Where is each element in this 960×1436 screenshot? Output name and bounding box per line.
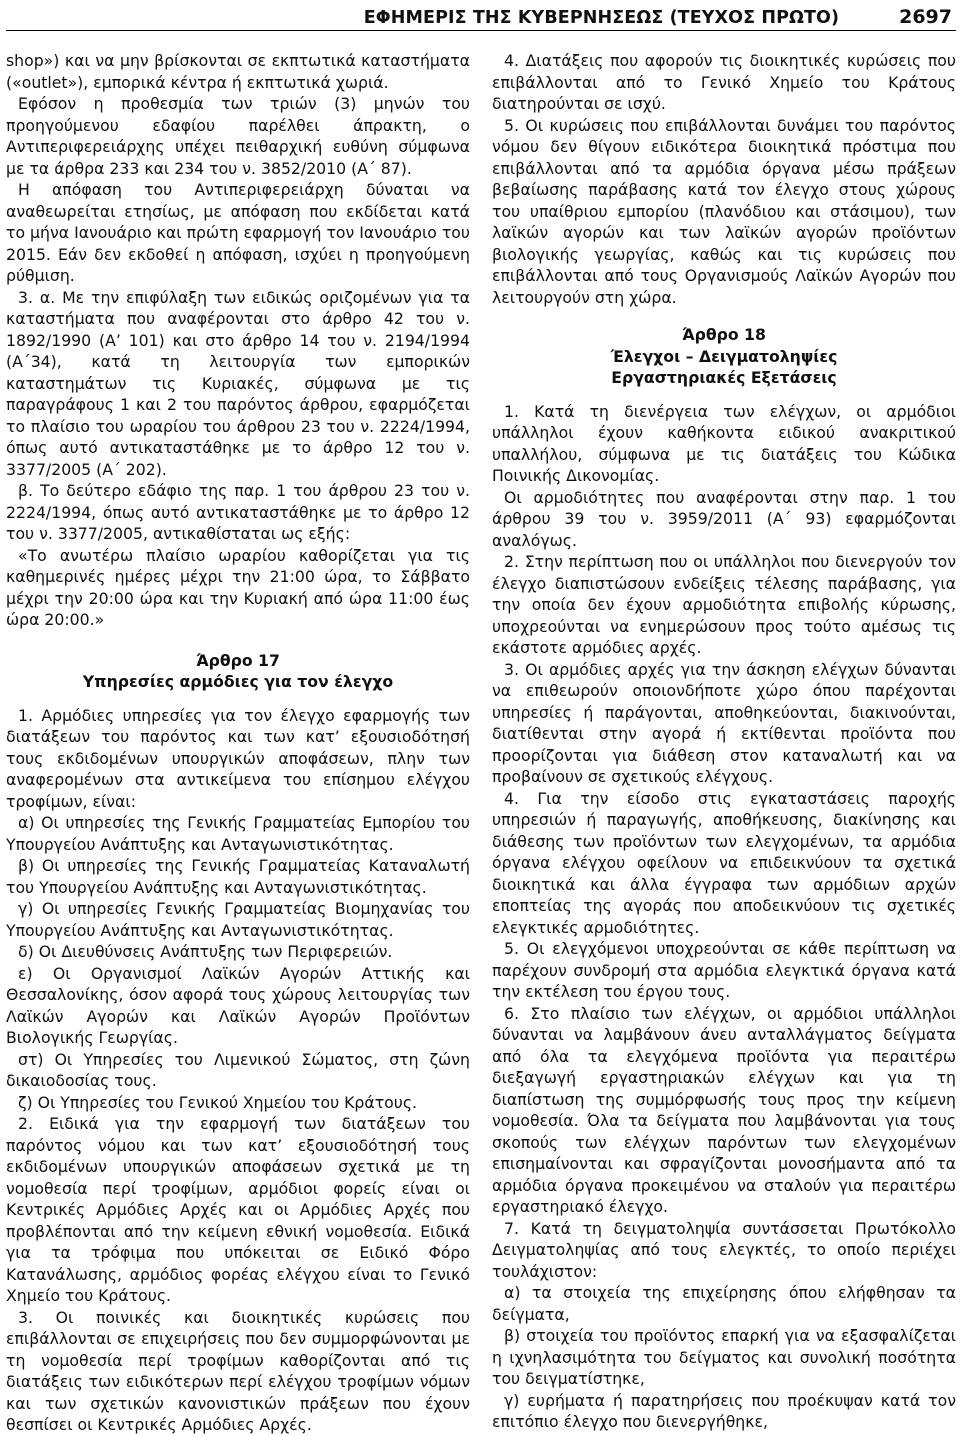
- page-number: 2697: [899, 6, 952, 28]
- paragraph: 3. Οι αρμόδιες αρχές για την άσκηση ελέγχων δύνανται να επιθεωρούν οποιονδήποτε χώρο όπου παρέχονται υπηρεσίες ή παράγονται, αποθηκεύονται, διακινούνται, διατίθενται στην αγορά ή εκτίθενται προϊόντα που προορίζονται για διάθεση στον καταναλωτή και να προβαίνουν σε σχετικούς ελέγχους.: [492, 659, 956, 786]
- paragraph: shop») και να μην βρίσκονται σε εκπτωτικά καταστήματα («outlet»), εμπορικά κέντρα ή εκπτωτικά χωριά.: [6, 51, 470, 92]
- article-17-title: Υπηρεσίες αρμόδιες για τον έλεγχο: [82, 672, 394, 691]
- list-item: στ) Οι Υπηρεσίες του Λιμενικού Σώματος, στη ζώνη δικαιοδοσίας τους.: [6, 1049, 470, 1090]
- list-item: ε) Οι Οργανισμοί Λαϊκών Αγορών Αττικής και Θεσσαλονίκης, όσον αφορά τους χώρους λειτουργίας των Λαϊκών Αγορών και Λαϊκών Αγορών Προϊόντων Βιολογικής Γεωργίας.: [6, 963, 470, 1047]
- paragraph: 6. Στο πλαίσιο των ελέγχων, οι αρμόδιοι υπάλληλοι δύνανται να λαμβάνουν άνευ ανταλλάγματος δείγματα από όλα τα ελεγχόμενα προϊόντα για περαιτέρω διεξαγωγή εργαστηριακών ελέγχων και για τη διαπίστωση της συμμόρφωσής τους προς την κείμενη νομοθεσία. Όλα τα δείγματα που λαμβάνονται για τους σκοπούς των ελέγχων παρόντων των ελεγχομένων επισημαίνονται και σφραγίζονται μονοσήμαντα από τα αρμόδια όργανα προκειμένου να σταλούν για περαιτέρω εργαστηριακό έλεγχο.: [492, 1003, 956, 1216]
- article-17-heading: Άρθρο 17: [196, 650, 280, 670]
- list-item: ζ) Οι Υπηρεσίες του Γενικού Χημείου του Κράτους.: [18, 1092, 418, 1112]
- paragraph: 4. Διατάξεις που αφορούν τις διοικητικές κυρώσεις που επιβάλλονται από το Γενικό Χημείο του Κράτους διατηρούνται σε ισχύ.: [492, 51, 956, 113]
- paragraph: 4. Για την είσοδο στις εγκαταστάσεις παροχής υπηρεσιών ή παραγωγής, αποθήκευσης, διακίνησης και διάθεσης των προϊόντων των ελεγχομένων, τα αρμόδια όργανα ελέγχου οφείλουν να επιδεικνύουν τα σχετικά διοικητικά και άλλα έγγραφα των αρμόδιων αρχών εποπτείας της αγοράς που αποδεικνύουν τις σχετικές ελεγκτικές αρμοδιότητες.: [492, 788, 956, 937]
- paragraph: Εφόσον η προθεσμία των τριών (3) μηνών του προηγούμενου εδαφίου παρέλθει άπρακτη, ο Αντιπεριφερειάρχης υπέχει πειθαρχική ευθύνη σύμφωνα με τα άρθρα 233 και 234 του ν. 3852/2010 (Α΄ 87).: [6, 94, 470, 178]
- paragraph: 3. α. Με την επιφύλαξη των ειδικώς οριζομένων για τα καταστήματα που αναφέρονται στο άρθρο 42 του ν. 1892/1990 (Α’ 101) και στο άρθρο 14 του ν. 2194/1994 (Α΄34), κατά τη λειτουργία των εμπορικών καταστημάτων τις Κυριακές, σύμφωνα με τις παραγράφους 1 και 2 του παρόντος άρθρου, εφαρμόζεται το πλαίσιο του ωραρίου του άρθρου 23 του ν. 2224/1994, όπως αυτό αντικαταστάθηκε με το άρθρο 12 του ν. 3377/2005 (Α΄ 202).: [6, 287, 470, 479]
- list-item: γ) ευρήματα ή παρατηρήσεις που προέκυψαν κατά τον επιτόπιο έλεγχο που διενεργήθηκε,: [492, 1390, 956, 1431]
- list-item: β) στοιχεία του προϊόντος επαρκή για να εξασφαλίζεται η ιχνηλασιμότητα του δείγματος και συνολική ποσότητα του δειγματίστηκε,: [492, 1326, 956, 1388]
- paragraph: Οι αρμοδιότητες που αναφέρονται στην παρ. 1 του άρθρου 39 του ν. 3959/2011 (Α΄ 93) εφαρμόζονται αναλόγως.: [492, 487, 956, 550]
- article-18-title-line2: Εργαστηριακές Εξετάσεις: [611, 368, 837, 387]
- paragraph: 1. Αρμόδιες υπηρεσίες για τον έλεγχο εφαρμογής των διατάξεων του παρόντος και των κατ’ εξουσιοδότησή τους εκδιδομένων υπουργικών αποφάσεων, πλην των αναφερομένων στα αντικείμενα του επίσημου ελέγχου τροφίμων, είναι:: [6, 705, 470, 811]
- paragraph: β. Το δεύτερο εδάφιο της παρ. 1 του άρθρου 23 του ν. 2224/1994, όπως αυτό αντικαταστάθηκε με το άρθρο 12 του ν. 3377/2005, αντικαθίσταται ως εξής:: [6, 481, 470, 543]
- gazette-title: ΕΦΗΜΕΡΙΣ ΤΗΣ ΚΥΒΕΡΝΗΣΕΩΣ (ΤΕΥΧΟΣ ΠΡΩΤΟ): [363, 8, 840, 28]
- page-header: [6, 6, 956, 31]
- list-item: β) Οι υπηρεσίες της Γενικής Γραμματείας Καταναλωτή του Υπουργείου Ανάπτυξης και Ανταγωνιστικότητας.: [6, 856, 470, 897]
- list-item: γ) Οι υπηρεσίες Γενικής Γραμματείας Βιομηχανίας του Υπουργείου Ανάπτυξης και Ανταγωνιστικότητας.: [6, 899, 470, 940]
- paragraph: Η απόφαση του Αντιπεριφερειάρχη δύναται να αναθεωρείται ετησίως, με απόφαση που εκδίδεται κατά το μήνα Ιανουάριο και πρώτη εφαρμογή τον Ιανουάριο του 2015. Εάν δεν εκδοθεί η απόφαση, ισχύει η προηγούμενη ρύθμιση.: [6, 180, 470, 285]
- paragraph: «Το ανωτέρω πλαίσιο ωραρίου καθορίζεται για τις καθημερινές ημέρες μέχρι την 21:00 ώρα, το Σάββατο μέχρι την 20:00 ώρα και την Κυριακή από ώρα 11:00 έως ώρα 20:00.»: [6, 545, 470, 629]
- article-18-title-line1: Έλεγχοι – Δειγματοληψίες: [610, 346, 838, 366]
- paragraph: 5. Οι ελεγχόμενοι υποχρεούνται σε κάθε περίπτωση να παρέχουν συνδρομή στα αρμόδια ελεγκτικά όργανα κατά την εκτέλεση του έργου τους.: [492, 939, 956, 1001]
- right-column: [492, 50, 956, 1436]
- list-item: α) Οι υπηρεσίες της Γενικής Γραμματείας Εμπορίου του Υπουργείου Ανάπτυξης και Ανταγωνιστικότητας.: [6, 813, 470, 854]
- paragraph: 7. Κατά τη δειγματοληψία συντάσσεται Πρωτόκολλο Δειγματοληψίας από τους ελεγκτές, το οποίο περιέχει τουλάχιστον:: [492, 1218, 956, 1281]
- paragraph: 5. Οι κυρώσεις που επιβάλλονται δυνάμει του παρόντος νόμου δεν θίγουν ειδικότερα διοικητικά πρόστιμα που επιβάλλονται από τα αρμόδια όργανα μέσω πράξεων βεβαίωσης παράβασης κατά τον έλεγχο στους χώρους του υπαίθριου εμπορίου (πλανόδιου και στάσιμου), των λαϊκών αγορών και των λαϊκών αγορών προϊόντων βιολογικής γεωργίας, καθώς και τις κυρώσεις που επιβάλλονται από τους Οργανισμούς Λαϊκών Αγορών που λειτουργούν στη χώρα.: [492, 115, 956, 307]
- article-18-heading: Άρθρο 18: [682, 325, 766, 344]
- list-item: α) τα στοιχεία της επιχείρησης όπου ελήφθησαν τα δείγματα,: [492, 1283, 956, 1324]
- text-columns: [6, 50, 956, 1436]
- paragraph: 1. Κατά τη διενέργεια των ελέγχων, οι αρμόδιοι υπάλληλοι έχουν καθήκοντα ειδικού ανακριτικού υπαλλήλου, σύμφωνα με τις διατάξεις του Κώδικα Ποινικής Δικονομίας.: [492, 401, 956, 485]
- list-item: δ) Οι Διευθύνσεις Ανάπτυξης των Περιφερειών.: [18, 942, 393, 961]
- left-column: [6, 50, 470, 1436]
- paragraph: 2. Στην περίπτωση που οι υπάλληλοι που διενεργούν τον έλεγχο διαπιστώσουν ενδείξεις τέλεσης παράβασης, για την οποία δεν έχουν αρμοδιότητα επιβολής κύρωσης, υποχρεούνται να ενημερώσουν προς τούτο αμέσως τις εκάστοτε αρμόδιες αρχές.: [492, 552, 956, 657]
- paragraph: 3. Οι ποινικές και διοικητικές κυρώσεις που επιβάλλονται σε επιχειρήσεις που δεν συμμορφώνονται με τη νομοθεσία περί τροφίμων καθορίζονται από τις διατάξεις των ειδικότερων περί ελέγχου τροφίμων νόμων και των σχετικών κανονιστικών πράξεων που έχουν θεσπίσει οι Κεντρικές Αρμόδιες Αρχές.: [6, 1307, 470, 1434]
- paragraph: 2. Ειδικά για την εφαρμογή των διατάξεων του παρόντος νόμου και των κατ’ εξουσιοδότησή τους εκδιδομένων υπουργικών αποφάσεων σχετικά με τη νομοθεσία περί τροφίμων, αρμόδιοι φορείς είναι οι Κεντρικές Αρμόδιες Αρχές και οι Αρμόδιες Αρχές που προβλέπονται από την κείμενη εθνική νομοθεσία. Ειδικά για τα τρόφιμα που υπόκειται σε Ειδικό Φόρο Κατανάλωσης, αρμόδιος φορέας ελέγχου είναι το Γενικό Χημείο του Κράτους.: [6, 1114, 470, 1305]
